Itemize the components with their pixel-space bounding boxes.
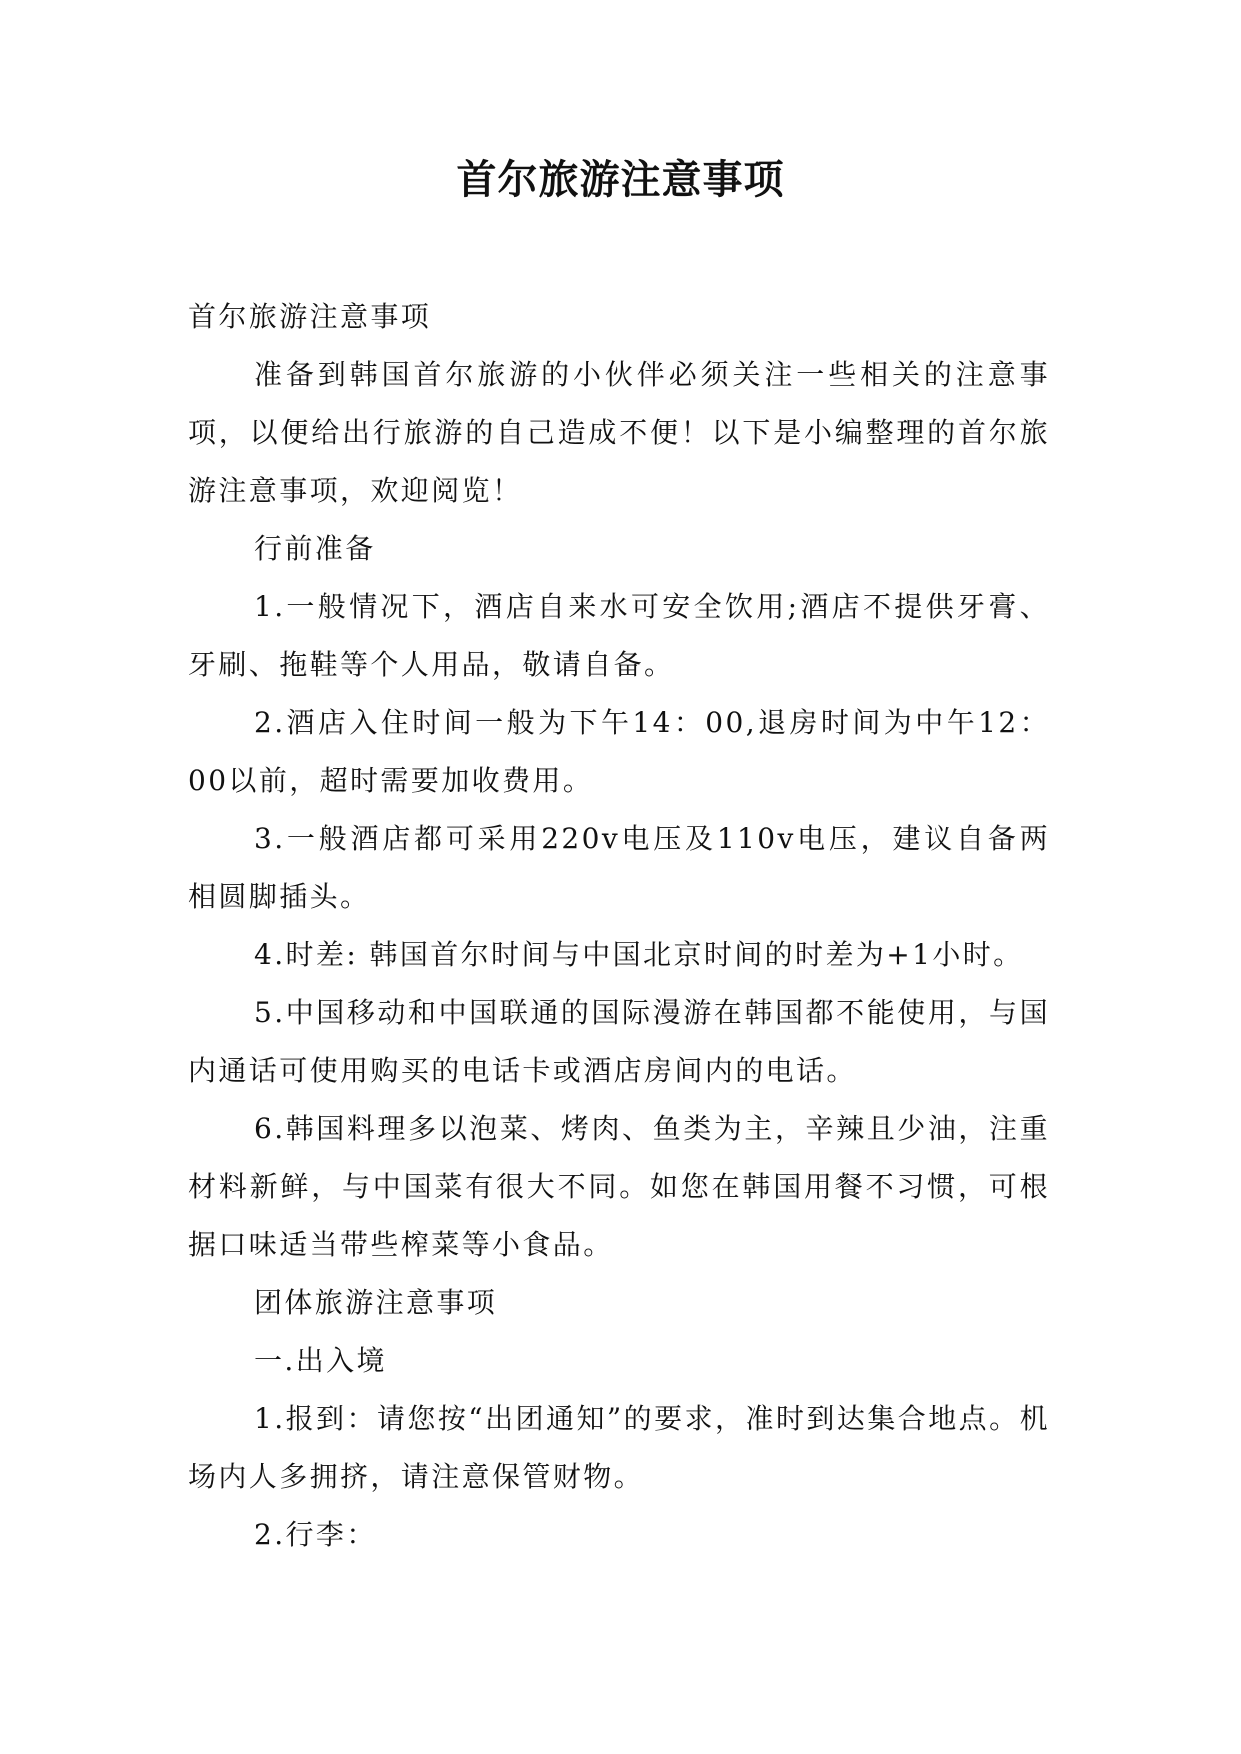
document-body (188, 288, 1050, 1564)
entry-item-1: 1.报到：请您按“出团通知”的要求，准时到达集合地点。机场内人多拥挤，请注意保管财物。 (188, 1402, 1050, 1493)
tip-item-1: 1.一般情况下，酒店自来水可安全饮用;酒店不提供牙膏、牙刷、拖鞋等个人用品，敬请自备。 (188, 590, 1050, 681)
subheading-group-tour: 团体旅游注意事项 (254, 1286, 498, 1319)
subheading-entry-exit: 一.出入境 (254, 1344, 387, 1377)
entry-item-2: 2.行李： (254, 1518, 377, 1551)
intro-paragraph: 准备到韩国首尔旅游的小伙伴必须关注一些相关的注意事项，以便给出行旅游的自己造成不便！以下是小编整理的首尔旅游注意事项，欢迎阅览！ (188, 358, 1050, 507)
section-heading: 首尔旅游注意事项 (188, 300, 432, 333)
document-title: 首尔旅游注意事项 (456, 157, 785, 203)
tip-item-5: 5.中国移动和中国联通的国际漫游在韩国都不能使用，与国内通话可使用购买的电话卡或酒店房间内的电话。 (188, 996, 1050, 1087)
tip-item-2: 2.酒店入住时间一般为下午14：00,退房时间为中午12：00以前，超时需要加收费用。 (188, 706, 1050, 797)
tip-item-3: 3.一般酒店都可采用220v电压及110v电压，建议自备两相圆脚插头。 (188, 822, 1050, 913)
tip-item-6: 6.韩国料理多以泡菜、烤肉、鱼类为主，辛辣且少油，注重材料新鲜，与中国菜有很大不同。如您在韩国用餐不习惯，可根据口味适当带些榨菜等小食品。 (188, 1112, 1050, 1261)
subheading-preparation: 行前准备 (254, 532, 376, 565)
tip-item-4: 4.时差: 韩国首尔时间与中国北京时间的时差为+1小时。 (254, 938, 1024, 971)
